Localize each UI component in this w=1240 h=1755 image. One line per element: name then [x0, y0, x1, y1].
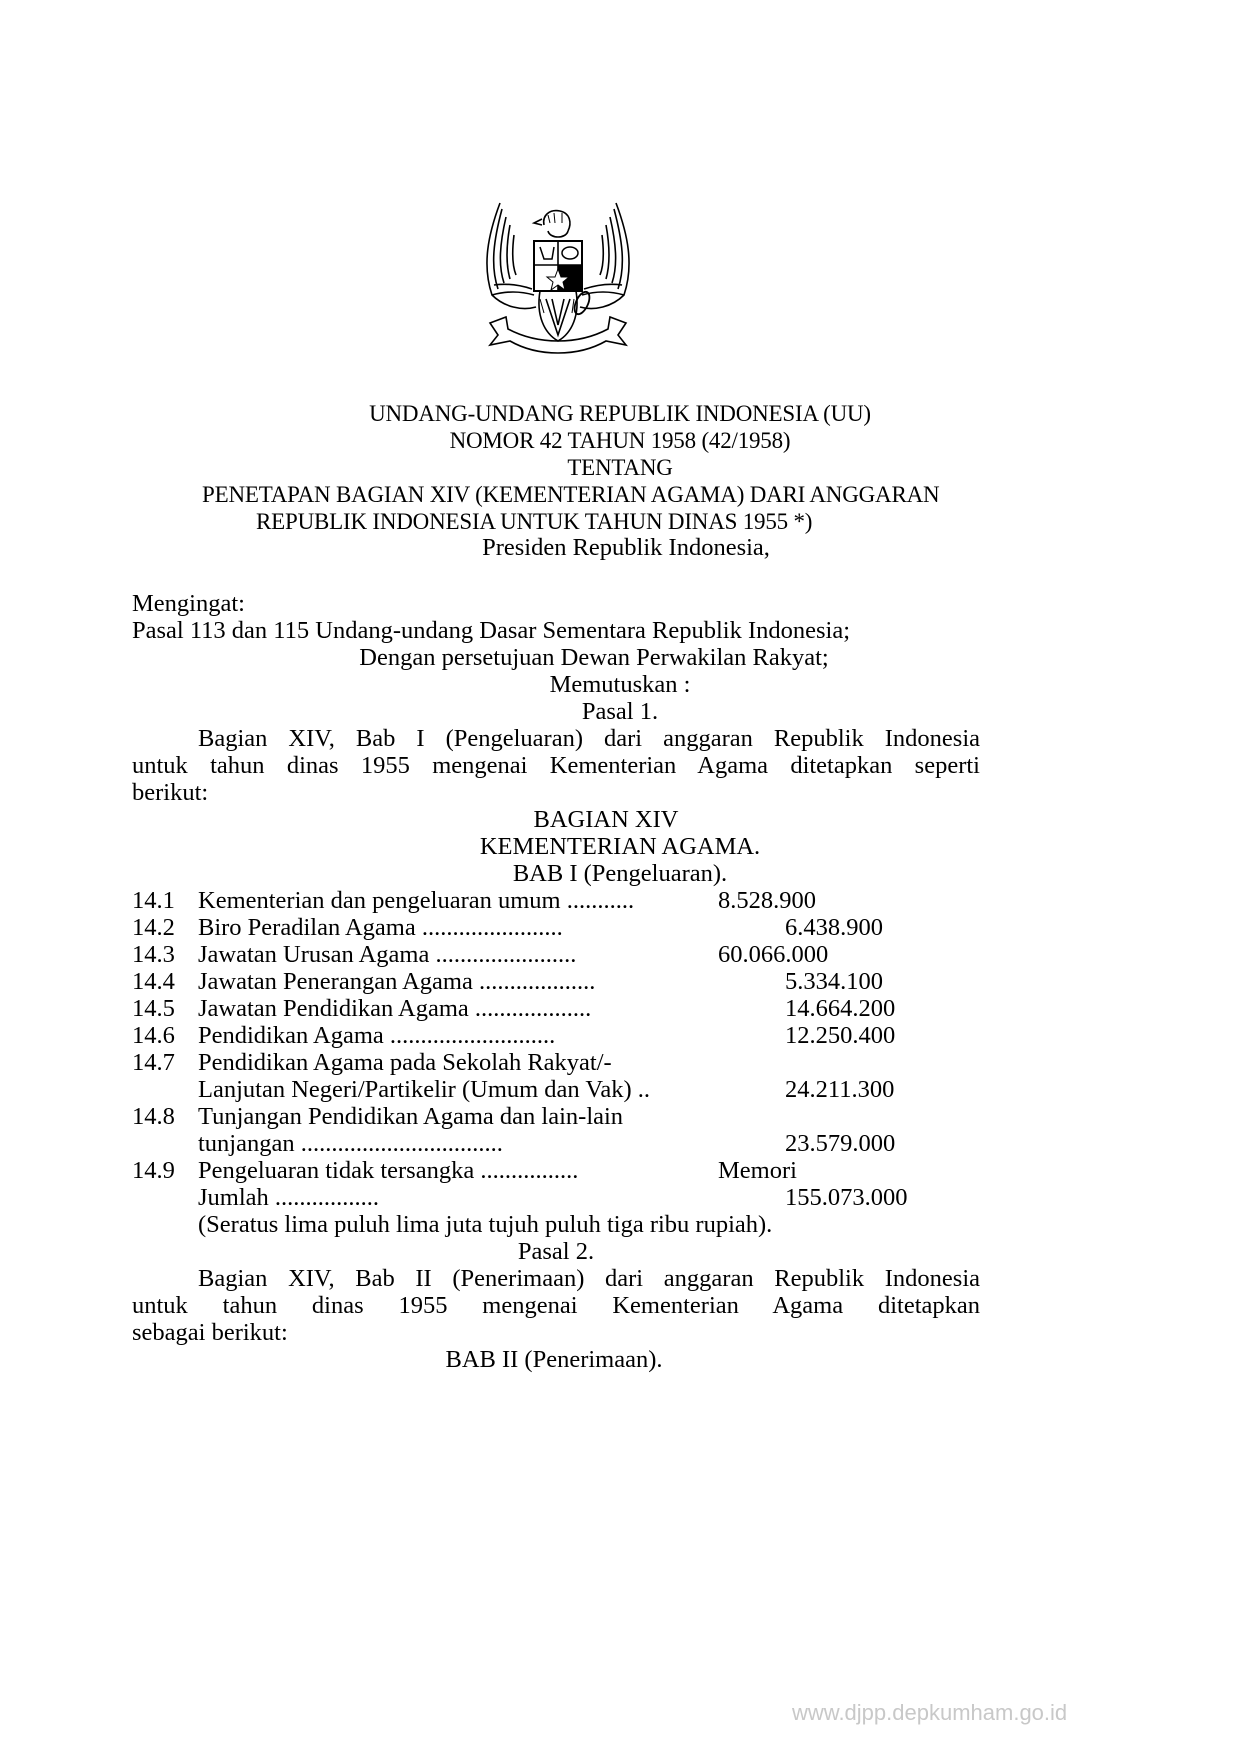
budget-amount: 14.664.200 [785, 995, 896, 1022]
budget-label: Tunjangan Pendidikan Agama dan lain-lain [198, 1103, 624, 1130]
law-subject-line1: PENETAPAN BAGIAN XIV (KEMENTERIAN AGAMA) DARI ANGGARAN [202, 482, 940, 507]
budget-code: 14.7 [132, 1049, 175, 1076]
total-label: Jumlah ................. [198, 1184, 380, 1211]
budget-amount: 23.579.000 [785, 1130, 896, 1157]
budget-label: Biro Peradilan Agama ....................... [198, 914, 563, 941]
budget-amount: 12.250.400 [785, 1022, 896, 1049]
budget-label-continued: tunjangan ................................. [198, 1130, 503, 1157]
budget-amount: 6.438.900 [785, 914, 883, 941]
tentang-label: TENTANG [567, 455, 673, 480]
law-title-line: UNDANG-UNDANG REPUBLIK INDONESIA (UU) [369, 401, 871, 426]
section-title-bab-1: BAB I (Pengeluaran). [512, 860, 728, 887]
law-subject-line2: REPUBLIK INDONESIA UNTUK TAHUN DINAS 1955 *) [256, 509, 813, 534]
president-line: Presiden Republik Indonesia, [482, 534, 770, 561]
persetujuan-text: Dengan persetujuan Dewan Perwakilan Rakyat; [359, 644, 829, 671]
pasal-1-paragraph-line: untuk tahun dinas 1955 mengenai Kementerian Agama ditetapkan seperti [132, 752, 980, 779]
pasal-2-paragraph-line: Bagian XIV, Bab II (Penerimaan) dari anggaran Republik Indonesia [198, 1265, 980, 1292]
budget-label: Jawatan Pendidikan Agama ................... [198, 995, 592, 1022]
section-title-kementerian: KEMENTERIAN AGAMA. [479, 833, 761, 860]
watermark-url: www.djpp.depkumham.go.id [792, 1700, 1068, 1725]
section-title-bagian: BAGIAN XIV [533, 806, 679, 833]
budget-code: 14.3 [132, 941, 175, 968]
pasal-1-paragraph-line: Bagian XIV, Bab I (Pengeluaran) dari anggaran Republik Indonesia [198, 725, 980, 752]
budget-label: Jawatan Penerangan Agama ................... [198, 968, 596, 995]
budget-label: Jawatan Urusan Agama ....................... [198, 941, 577, 968]
pasal-1-title: Pasal 1. [581, 698, 659, 725]
pasal-2-paragraph-line: untuk tahun dinas 1955 mengenai Kementerian Agama ditetapkan [132, 1292, 980, 1319]
budget-label: Pendidikan Agama pada Sekolah Rakyat/- [198, 1049, 612, 1076]
pasal-2-paragraph-line: sebagai berikut: [132, 1319, 288, 1346]
budget-label: Pendidikan Agama ........................... [198, 1022, 556, 1049]
section-title-bab-2: BAB II (Penerimaan). [445, 1346, 663, 1373]
budget-code: 14.2 [132, 914, 175, 941]
budget-amount: 5.334.100 [785, 968, 883, 995]
memutuskan-label: Memutuskan : [549, 671, 691, 698]
pasal-2-title: Pasal 2. [517, 1238, 595, 1265]
budget-amount: Memori [718, 1157, 797, 1184]
budget-code: 14.4 [132, 968, 175, 995]
budget-label-continued: Lanjutan Negeri/Partikelir (Umum dan Vak) .. [198, 1076, 650, 1103]
budget-amount: 60.066.000 [718, 941, 829, 968]
budget-code: 14.5 [132, 995, 175, 1022]
budget-amount: 8.528.900 [718, 887, 816, 914]
total-in-words: (Seratus lima puluh lima juta tujuh puluh tiga ribu rupiah). [198, 1211, 773, 1238]
pasal-1-paragraph-line: berikut: [132, 779, 209, 806]
budget-code: 14.6 [132, 1022, 175, 1049]
budget-code: 14.9 [132, 1157, 175, 1184]
mengingat-text: Pasal 113 dan 115 Undang-undang Dasar Sementara Republik Indonesia; [132, 617, 851, 644]
garuda-pancasila-emblem-icon [478, 195, 638, 375]
budget-amount: 24.211.300 [785, 1076, 895, 1103]
budget-label: Pengeluaran tidak tersangka ................ [198, 1157, 579, 1184]
law-number: NOMOR 42 TAHUN 1958 (42/1958) [449, 428, 791, 453]
mengingat-label: Mengingat: [132, 590, 245, 617]
budget-code: 14.1 [132, 887, 175, 914]
budget-label: Kementerian dan pengeluaran umum ........... [198, 887, 635, 914]
budget-code: 14.8 [132, 1103, 175, 1130]
total-amount: 155.073.000 [785, 1184, 908, 1211]
